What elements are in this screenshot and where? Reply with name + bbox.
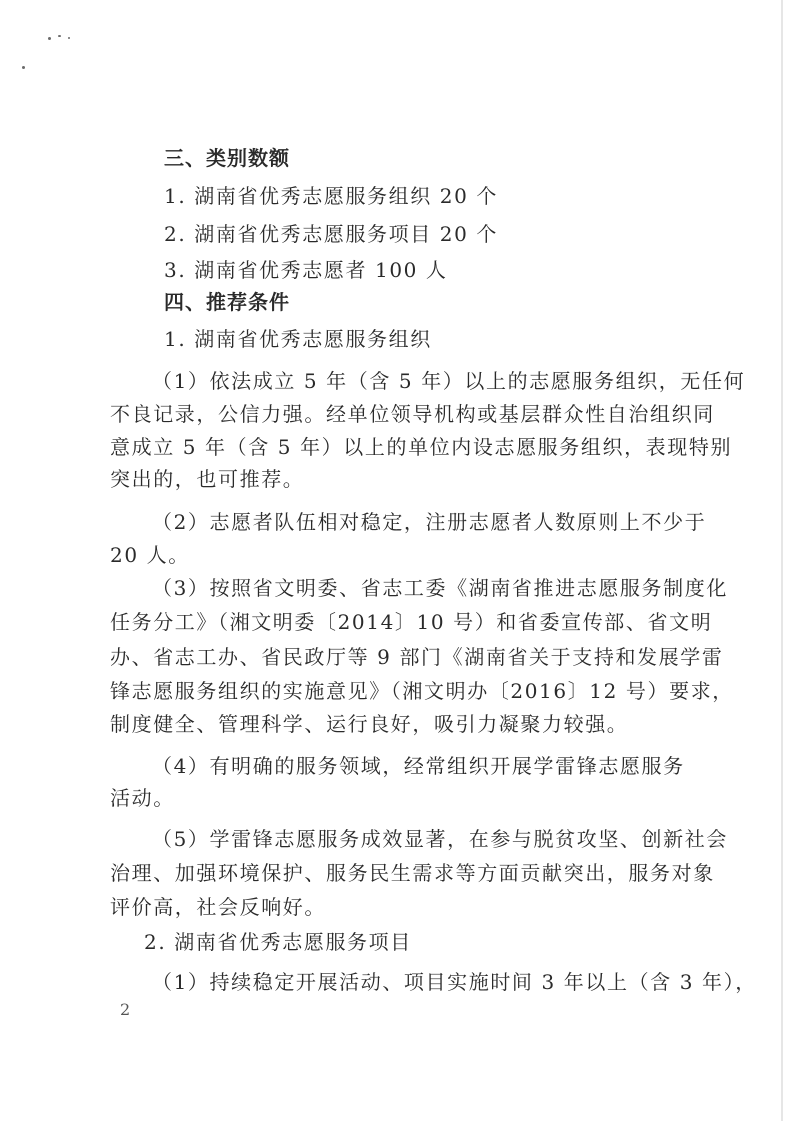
quota-item: 2. 湖南省优秀志愿服务项目 20 个 bbox=[164, 222, 499, 246]
subsection-heading: 2. 湖南省优秀志愿服务项目 bbox=[144, 930, 412, 954]
subsection-heading: 1. 湖南省优秀志愿服务组织 bbox=[164, 327, 432, 351]
paragraph-line: （4）有明确的服务领域，经常组织开展学雷锋志愿服务 bbox=[152, 754, 685, 778]
section-heading-criteria: 四、推荐条件 bbox=[164, 290, 290, 314]
paragraph-line: （1）持续稳定开展活动、项目实施时间 3 年以上（含 3 年）， bbox=[152, 970, 757, 994]
section-heading-category-quota: 三、类别数额 bbox=[164, 146, 290, 170]
paragraph-line: 意成立 5 年（含 5 年）以上的单位内设志愿服务组织，表现特别 bbox=[110, 435, 733, 459]
quota-item: 1. 湖南省优秀志愿服务组织 20 个 bbox=[164, 184, 499, 208]
paragraph-line: 活动。 bbox=[110, 786, 175, 810]
paragraph-line: 突出的，也可推荐。 bbox=[110, 467, 305, 491]
paragraph-line: 评价高，社会反响好。 bbox=[110, 895, 326, 919]
scan-speck bbox=[48, 37, 51, 40]
paragraph-line: 办、省志工办、省民政厅等 9 部门《湖南省关于支持和发展学雷 bbox=[110, 645, 724, 669]
paragraph-line: 制度健全、管理科学、运行良好，吸引力凝聚力较强。 bbox=[110, 712, 629, 736]
paragraph-line: （1）依法成立 5 年（含 5 年）以上的志愿服务组织，无任何 bbox=[152, 369, 746, 393]
paragraph-line: 不良记录，公信力强。经单位领导机构或基层群众性自治组织同 bbox=[110, 402, 715, 426]
paragraph-line: （2）志愿者队伍相对稳定，注册志愿者人数原则上不少于 bbox=[152, 510, 707, 534]
scan-speck bbox=[22, 66, 25, 69]
paragraph-line: 20 人。 bbox=[110, 543, 190, 567]
paragraph-line: （3）按照省文明委、省志工委《湖南省推进志愿服务制度化 bbox=[152, 576, 728, 600]
paragraph-line: 锋志愿服务组织的实施意见》（湘文明办〔2016〕12 号）要求， bbox=[110, 679, 734, 703]
paragraph-line: 任务分工》（湘文明委〔2014〕10 号）和省委宣传部、省文明 bbox=[110, 610, 713, 634]
quota-item: 3. 湖南省优秀志愿者 100 人 bbox=[164, 258, 448, 282]
paragraph-line: 治理、加强环境保护、服务民生需求等方面贡献突出，服务对象 bbox=[110, 861, 715, 885]
scan-speck bbox=[68, 37, 70, 39]
paragraph-line: （5）学雷锋志愿服务成效显著，在参与脱贫攻坚、创新社会 bbox=[152, 827, 728, 851]
page-number: 2 bbox=[120, 1000, 131, 1019]
scan-speck bbox=[58, 35, 61, 37]
